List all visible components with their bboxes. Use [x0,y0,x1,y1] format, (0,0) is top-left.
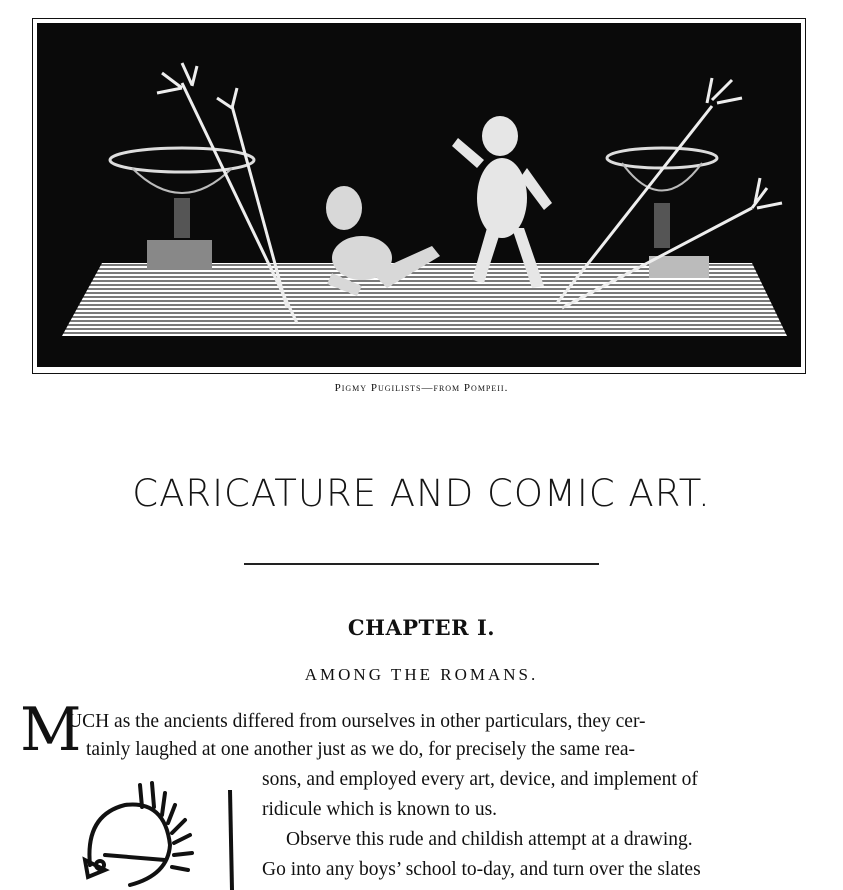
book-title: CARICATURE AND COMIC ART. [132,472,711,515]
pigmy-pugilists-engraving [32,18,806,374]
chapter-heading: CHAPTER I. [347,615,496,640]
body-line: UCH as the ancients differed from ourselves in other particulars, they cer- [68,711,646,732]
body-line: sons, and employed every art, device, and implement of [262,769,698,790]
chapter-subtitle: AMONG THE ROMANS. [304,665,539,684]
body-line: tainly laughed at one another just as we do, for precisely the same rea- [86,739,636,760]
body-line: Go into any boys’ school to-day, and turn over the slates [262,859,701,880]
drop-cap: M [20,695,82,765]
body-line: Observe this rude and childish attempt at a drawing. [286,829,693,850]
illustration-caption: Pigmy Pugilists—from Pompeii. [334,382,509,394]
title-divider [244,563,599,565]
graffiti-head-drawing [70,775,250,890]
body-line: ridicule which is known to us. [262,799,498,820]
